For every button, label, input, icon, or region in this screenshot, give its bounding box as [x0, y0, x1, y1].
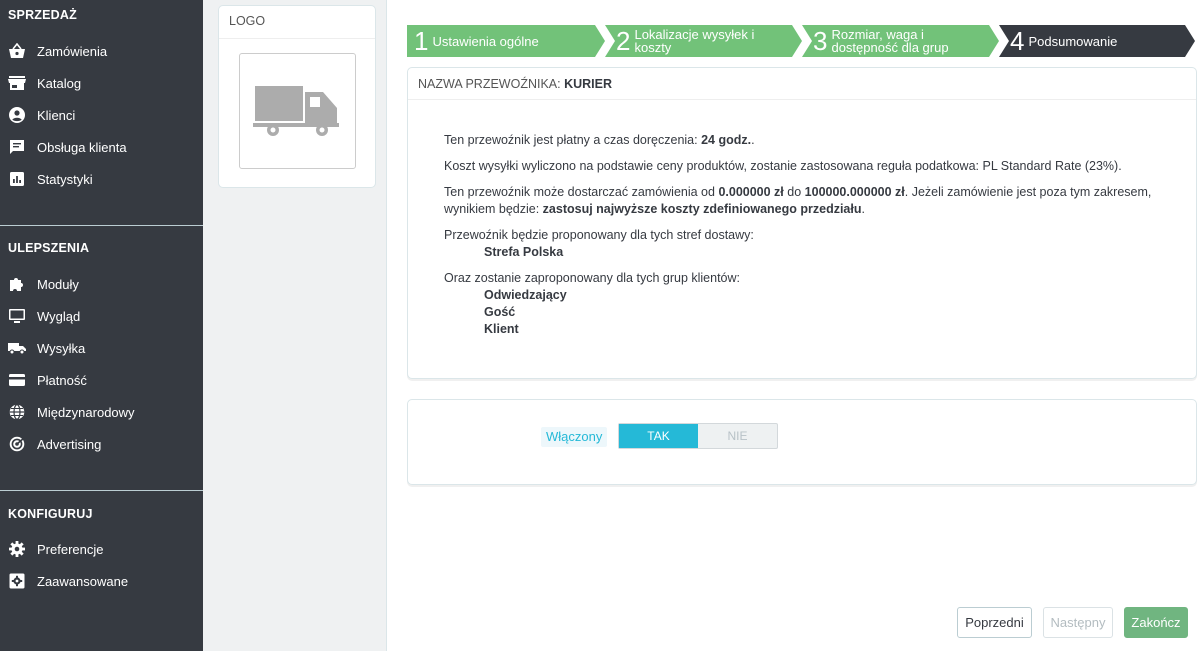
sidebar-item-label: Preferencje — [37, 541, 104, 557]
advertising-icon — [8, 435, 26, 453]
summary-panel — [407, 67, 1197, 379]
step-label-line2: koszty — [634, 40, 672, 55]
wizard-steps — [407, 25, 1202, 57]
section-title-configure: KONFIGURUJ — [8, 507, 93, 521]
wizard-step-2[interactable] — [609, 25, 792, 57]
zone-item: Strefa Polska — [484, 245, 564, 259]
enabled-label: Włączony — [541, 427, 607, 447]
group-item: Odwiedzający — [484, 288, 567, 302]
settings-box-icon — [8, 572, 26, 590]
summary-text — [444, 132, 1164, 338]
logo-panel-title: LOGO — [219, 6, 375, 39]
sidebar-divider — [0, 490, 203, 491]
sidebar-item-customer-service[interactable] — [0, 133, 203, 161]
group-item: Klient — [484, 322, 519, 336]
sidebar-item-label: Statystyki — [37, 171, 93, 187]
wizard-step-3[interactable] — [806, 25, 989, 57]
delivery-info-text: Ten przewoźnik jest płatny a czas doręczenia: — [444, 133, 698, 147]
step-label: Podsumowanie — [1028, 33, 1118, 49]
step-label — [831, 28, 948, 54]
enabled-panel — [407, 399, 1197, 485]
sidebar-item-modules[interactable] — [0, 270, 203, 298]
desktop-icon — [8, 307, 26, 325]
groups-block — [444, 270, 1164, 338]
step-number: 3 — [813, 26, 828, 56]
range-info-end: . — [861, 202, 865, 216]
range-info — [444, 184, 1164, 218]
summary-panel-heading — [408, 68, 1196, 100]
sidebar-item-label: Advertising — [37, 436, 102, 452]
carrier-logo[interactable] — [239, 53, 356, 169]
finish-button[interactable]: Zakończ — [1124, 607, 1188, 638]
wizard-step-1[interactable] — [407, 25, 595, 57]
groups-intro: Oraz zostanie zaproponowany dla tych grup klientów: — [444, 271, 740, 285]
sidebar-item-catalog[interactable] — [0, 69, 203, 97]
store-icon — [8, 74, 26, 92]
assessment-icon — [8, 170, 26, 188]
truck-icon — [8, 339, 26, 357]
range-info-mid: do — [787, 185, 802, 199]
previous-button[interactable]: Poprzedni — [957, 607, 1032, 638]
range-info-suffix: . Jeżeli zamówienie jest poza tym zakresem, wynikiem będzie: — [444, 185, 1152, 216]
zones-intro: Przewoźnik będzie proponowany dla tych stref dostawy: — [444, 228, 754, 242]
puzzle-icon — [8, 275, 26, 293]
truck-placeholder-icon — [253, 83, 343, 139]
sidebar-item-advanced[interactable] — [0, 567, 203, 595]
range-to: 100000.000000 zł — [804, 185, 905, 199]
sidebar-item-stats[interactable] — [0, 165, 203, 193]
toggle-no[interactable]: NIE — [727, 429, 748, 443]
step-label — [634, 28, 754, 54]
range-from: 0.000000 zł — [718, 185, 784, 199]
sidebar — [0, 0, 203, 651]
group-item: Gość — [484, 305, 516, 319]
toggle-yes[interactable]: TAK — [619, 424, 698, 448]
step-number: 4 — [1010, 26, 1025, 56]
delivery-info-end: . — [751, 133, 755, 147]
sidebar-item-design[interactable] — [0, 302, 203, 330]
sidebar-item-label: Wysyłka — [37, 340, 86, 356]
sidebar-divider — [0, 225, 203, 226]
sidebar-item-orders[interactable] — [0, 37, 203, 65]
sidebar-item-customers[interactable] — [0, 101, 203, 129]
sidebar-item-label: Wygląd — [37, 308, 81, 324]
sidebar-item-international[interactable] — [0, 398, 203, 426]
step-label-line1: Lokalizacje wysyłek i — [634, 27, 755, 42]
enabled-toggle[interactable] — [618, 423, 778, 449]
sidebar-item-label: Płatność — [37, 372, 87, 388]
sidebar-item-label: Obsługa klienta — [37, 139, 127, 155]
sidebar-item-shipping[interactable] — [0, 334, 203, 362]
step-label-line1: Rozmiar, waga i — [831, 27, 924, 42]
sidebar-item-preferences[interactable] — [0, 535, 203, 563]
sidebar-item-payment[interactable] — [0, 366, 203, 394]
out-of-range-rule: zastosuj najwyższe koszty zdefiniowanego przedziału — [542, 202, 862, 216]
credit-card-icon — [8, 371, 26, 389]
sidebar-item-label: Klienci — [37, 107, 76, 123]
step-number: 2 — [616, 26, 631, 56]
chat-icon — [8, 138, 26, 156]
logo-panel — [218, 5, 376, 188]
globe-icon — [8, 403, 26, 421]
tax-info: Koszt wysyłki wyliczono na podstawie ceny produktów, zostanie zastosowana reguła podatkowa: PL Standard Rate (23%). — [444, 159, 1122, 173]
sidebar-item-advertising[interactable] — [0, 430, 203, 458]
zones-block — [444, 227, 1164, 261]
shopping-basket-icon — [8, 42, 26, 60]
step-label: Ustawienia ogólne — [432, 33, 539, 49]
carrier-name-label: NAZWA PRZEWOŹNIKA: — [418, 77, 561, 91]
gear-icon — [8, 540, 26, 558]
section-title-sell: SPRZEDAŻ — [8, 8, 77, 22]
delivery-info — [444, 132, 1164, 149]
next-button[interactable]: Następny — [1043, 607, 1113, 638]
carrier-name: KURIER — [564, 77, 613, 91]
sidebar-item-label: Moduły — [37, 276, 79, 292]
sidebar-item-label: Zaawansowane — [37, 573, 129, 589]
account-circle-icon — [8, 106, 26, 124]
step-number: 1 — [414, 26, 429, 56]
sidebar-item-label: Katalog — [37, 75, 82, 91]
wizard-main — [386, 0, 1202, 651]
range-info-text: Ten przewoźnik może dostarczać zamówienia od — [444, 185, 715, 199]
section-title-improve: ULEPSZENIA — [8, 241, 90, 255]
sidebar-item-label: Zamówienia — [37, 43, 108, 59]
sidebar-item-label: Międzynarodowy — [37, 404, 135, 420]
wizard-step-4[interactable] — [1003, 25, 1185, 57]
delivery-time: 24 godz. — [701, 133, 752, 147]
step-label-line2: dostępność dla grup — [831, 40, 949, 55]
